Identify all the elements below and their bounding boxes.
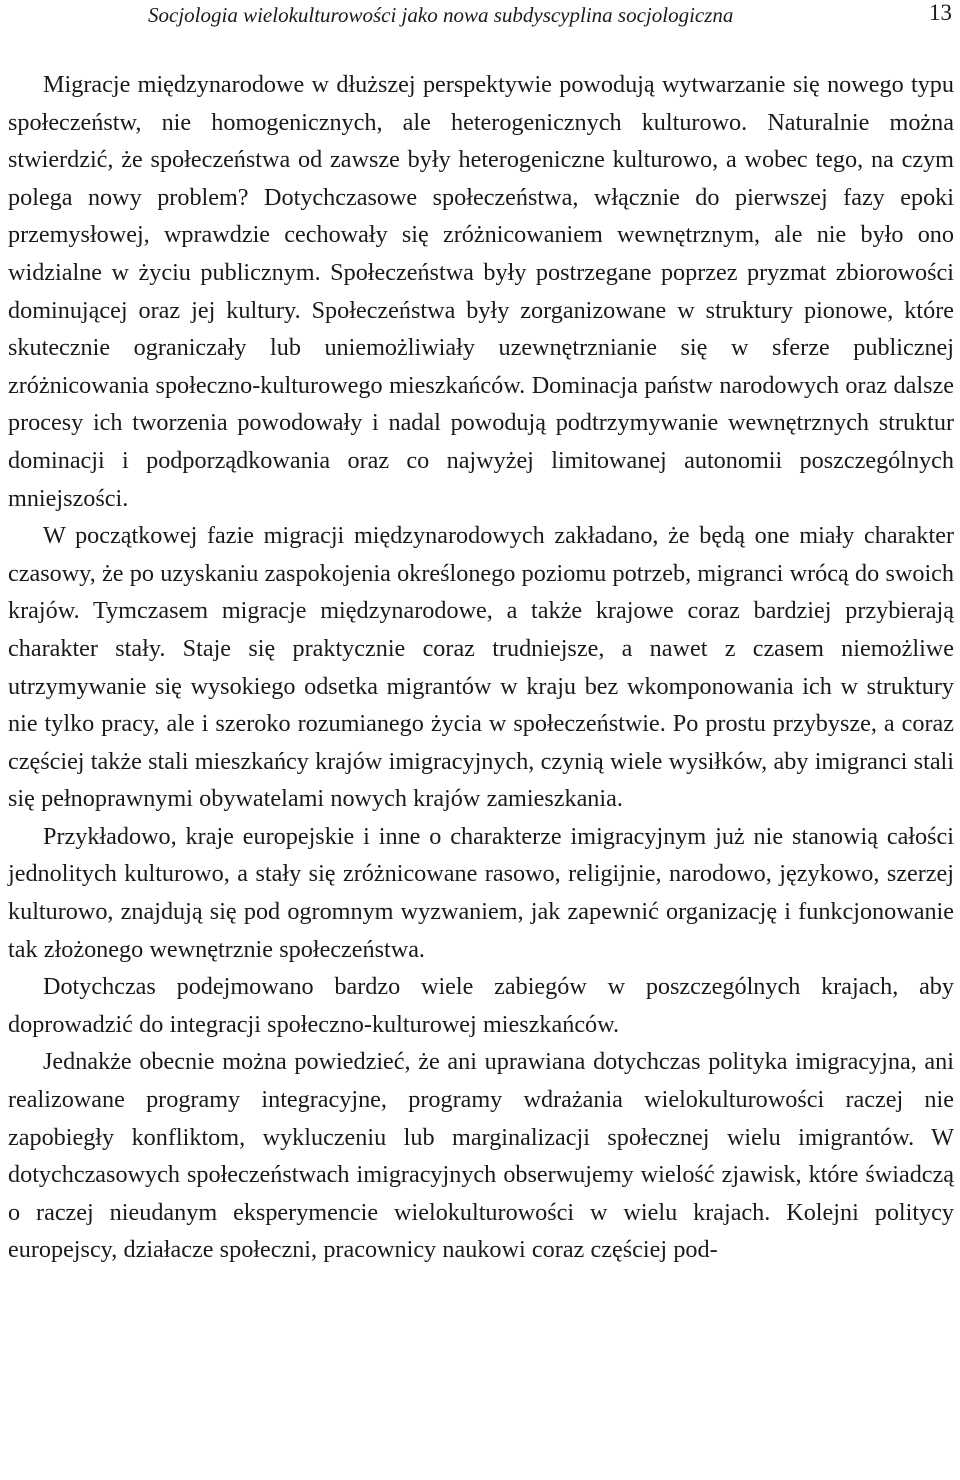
paragraph: Przykładowo, kraje europejskie i inne o charakterze imigracyjnym już nie stanowią całości jednolitych kulturowo, a stały się zróżnicowane rasowo, religijnie, narodowo, językowo, szerzej kulturowo, znajdują się pod ogromnym wyzwaniem, jak zapewnić organizację i funkcjonowanie tak złożonego wewnętrznie społeczeństwa. xyxy=(8,822,954,963)
paragraph: Jednakże obecnie można powiedzieć, że ani uprawiana dotychczas polityka imigracyjna, ani realizowane programy integracyjne, programy wdrażania wielokulturowości raczej nie zapobiegły konfliktom, wykluczeniu lub marginalizacji społecznej wielu imigrantów. W dotychczasowych społeczeństwach imigracyjnych obserwujemy wielość zjawisk, które świadczą o raczej nieudanym eksperymencie wielokulturowości w wielu krajach. Kolejni politycy europejscy, działacze społeczni, pracownicy naukowi coraz częściej pod- xyxy=(8,1048,954,1264)
paragraph: W początkowej fazie migracji międzynarodowych zakładano, że będą one miały charakter czasowy, że po uzyskaniu zaspokojenia określonego poziomu potrzeb, migranci wrócą do swoich krajów. Tymczasem migracje międzynarodowe, a także krajowe coraz bardziej przybierają charakter stały. Staje się praktycznie coraz trudniejsze, a nawet z czasem niemożliwe utrzymywanie się wysokiego odsetka migrantów w kraju bez wkomponowania ich w struktury nie tylko pracy, ale i szeroko rozumianego życia w społeczeństwie. Po prostu przybysze, a coraz częściej także stali mieszkańcy krajów imigracyjnych, czynią wiele wysiłków, aby imigranci stali się pełnoprawnymi obywatelami nowych krajów zamieszkania. xyxy=(8,522,954,813)
page-number: 13 xyxy=(929,0,952,25)
body-text xyxy=(8,66,954,1269)
running-header xyxy=(8,0,954,30)
running-title: Socjologia wielokulturowości jako nowa subdyscyplina socjologiczna xyxy=(148,3,734,27)
paragraph: Dotychczas podejmowano bardzo wiele zabiegów w poszczególnych krajach, aby doprowadzić do integracji społeczno-kulturowej mieszkańców. xyxy=(8,973,954,1038)
paragraph: Migracje międzynarodowe w dłuższej perspektywie powodują wytwarzanie się nowego typu społeczeństw, nie homogenicznych, ale heterogenicznych kulturowo. Naturalnie można stwierdzić, że społeczeństwa od zawsze były heterogeniczne kulturowo, a wobec tego, na czym polega nowy problem? Dotychczasowe społeczeństwa, włącznie do pierwszej fazy epoki przemysłowej, wprawdzie cechowały się zróżnicowaniem wewnętrznym, ale nie było ono widzialne w życiu publicznym. Społeczeństwa były postrzegane poprzez pryzmat zbiorowości dominującej oraz jej kultury. Społeczeństwa były zorganizowane w struktury pionowe, które skutecznie ograniczały lub uniemożliwiały uzewnętrznianie się w sferze publicznej zróżnicowania społeczno-kulturowego mieszkańców. Dominacja państw narodowych oraz dalsze procesy ich tworzenia powodowały i nadal powodują podtrzymywanie wewnętrznych struktur dominacji i podporządkowania oraz co najwyżej limitowanej autonomii poszczególnych mniejszości. xyxy=(8,71,954,512)
